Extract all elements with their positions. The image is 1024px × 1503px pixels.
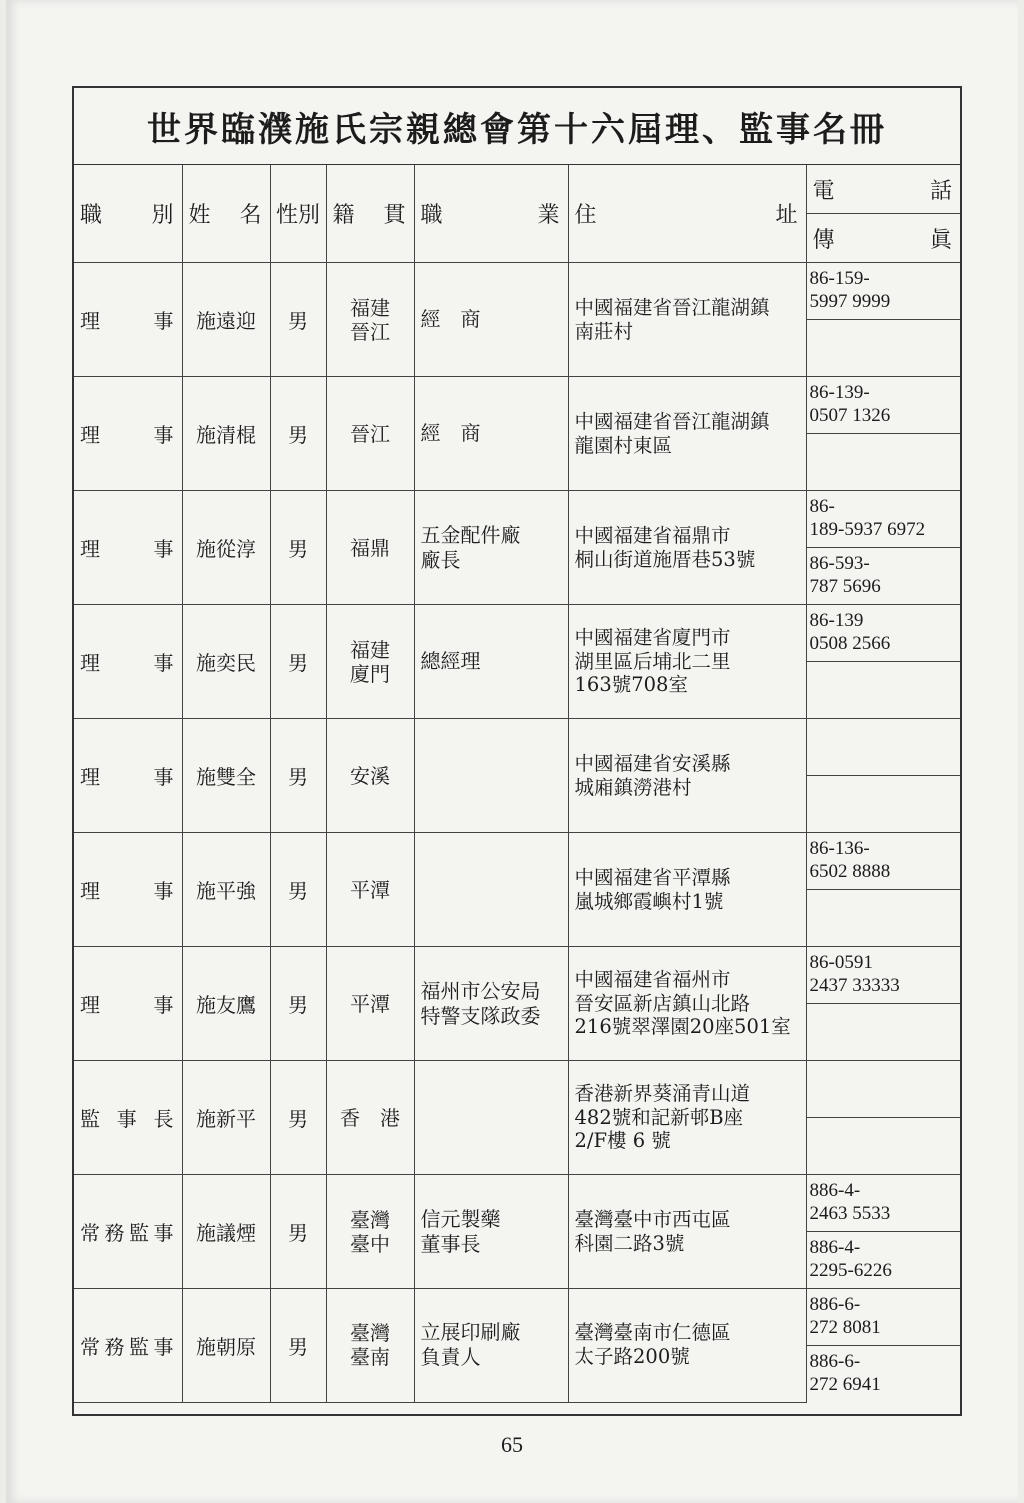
address-cell (568, 377, 806, 491)
role-text: 理 事 (80, 765, 174, 789)
member-row (74, 491, 960, 548)
text-line: 立展印刷廠 (420, 1320, 521, 1345)
gender-cell: 男 (270, 1061, 326, 1175)
text-line: 86-139 (809, 610, 864, 632)
text-line: 城廂鎮澇港村 (574, 775, 692, 799)
name-cell: 施議煙 (182, 1175, 270, 1289)
text-line: 臺灣 (350, 1321, 390, 1346)
role-text: 監 事 長 (80, 1107, 174, 1131)
header-name: 姓 名 (182, 165, 270, 263)
name-cell: 施遠迎 (182, 263, 270, 377)
text-line: 中國福建省晉江龍湖鎮 (574, 409, 770, 433)
occupation-cell (414, 377, 568, 491)
role-cell (74, 1175, 182, 1289)
phone-cell (806, 605, 960, 662)
role-text: 理 事 (80, 993, 174, 1017)
role-text: 理 事 (80, 423, 174, 447)
text-line: 信元製藥 (420, 1206, 501, 1231)
text-line: 臺灣臺中市西屯區 (574, 1207, 731, 1231)
text-line: 福州市公安局 (420, 978, 541, 1003)
text-line: 189-5937 6972 (809, 519, 926, 540)
member-row (74, 1061, 960, 1118)
occupation-cell (414, 719, 568, 833)
text-line: 湖里區后埔北二里 (574, 649, 731, 673)
role-text: 理 事 (80, 651, 174, 675)
origin-cell (326, 719, 414, 833)
origin-cell (326, 1289, 414, 1403)
fax-cell (806, 548, 960, 605)
text-line: 86-159- (809, 268, 870, 290)
text-line: 科園二路3號 (574, 1231, 685, 1255)
header-occupation: 職 業 (414, 165, 568, 263)
phone-cell (806, 263, 960, 320)
roster-table (74, 165, 960, 1403)
text-line: 廠長 (420, 547, 461, 572)
roster-title: 世界臨濮施氏宗親總會第十六屆理、監事名冊 (74, 88, 960, 165)
text-line: 經 商 (420, 421, 481, 445)
text-line: 經 商 (420, 307, 481, 331)
text-line: 2437 33333 (809, 975, 900, 996)
phone-cell (806, 833, 960, 890)
header-origin: 籍 貫 (326, 165, 414, 263)
phone-cell (806, 1175, 960, 1232)
text-line: 5997 9999 (809, 291, 891, 312)
gender-cell: 男 (270, 377, 326, 491)
text-line: 787 5696 (809, 576, 881, 597)
text-line: 163號708室 (574, 673, 688, 697)
occupation-cell (414, 947, 568, 1061)
origin-cell (326, 491, 414, 605)
text-line: 86- (809, 496, 835, 518)
text-line: 臺南 (350, 1345, 390, 1370)
name-cell: 施奕民 (182, 605, 270, 719)
role-cell (74, 263, 182, 377)
phone-cell (806, 719, 960, 776)
occupation-cell (414, 263, 568, 377)
text-line: 總經理 (420, 649, 481, 673)
text-line: 中國福建省安溪縣 (574, 751, 731, 775)
fax-cell (806, 1004, 960, 1061)
text-line: 272 6941 (809, 1374, 881, 1395)
text-line: 482號和記新邨B座 (574, 1105, 744, 1129)
text-line: 香 港 (340, 1105, 400, 1130)
page-number: 65 (501, 1432, 523, 1457)
text-line: 86-136- (809, 838, 870, 860)
text-line: 特警支隊政委 (420, 1003, 541, 1028)
text-line: 86-0591 (809, 952, 873, 974)
fax-cell (806, 1346, 960, 1403)
role-text: 常 務 監 事 (80, 1221, 174, 1245)
phone-cell (806, 377, 960, 434)
gender-cell: 男 (270, 263, 326, 377)
text-line: 福建 (350, 637, 390, 662)
address-cell (568, 605, 806, 719)
origin-cell (326, 833, 414, 947)
text-line: 中國福建省廈門市 (574, 625, 731, 649)
fax-cell (806, 320, 960, 377)
text-line: 太子路200號 (574, 1345, 690, 1369)
text-line: 0508 2566 (809, 633, 891, 654)
text-line: 216號翠澤園20座501室 (574, 1015, 791, 1039)
origin-cell (326, 377, 414, 491)
text-line: 五金配件廠 (420, 522, 521, 547)
name-cell: 施友鷹 (182, 947, 270, 1061)
origin-cell (326, 1061, 414, 1175)
document-page (6, 0, 1018, 1503)
text-line: 福建 (350, 295, 390, 320)
occupation-cell (414, 1175, 568, 1289)
name-cell: 施雙全 (182, 719, 270, 833)
address-cell (568, 1175, 806, 1289)
name-cell: 施朝原 (182, 1289, 270, 1403)
text-line: 晉安區新店鎮山北路 (574, 991, 751, 1015)
text-line: 桐山街道施厝巷53號 (574, 547, 756, 571)
text-line: 晉江 (350, 319, 390, 344)
phone-cell (806, 1289, 960, 1346)
text-line: 886-4- (809, 1237, 861, 1259)
text-line: 臺灣 (350, 1207, 390, 1232)
roster-frame (72, 86, 962, 1416)
phone-cell (806, 947, 960, 1004)
occupation-cell (414, 1289, 568, 1403)
name-cell: 施清棍 (182, 377, 270, 491)
text-line: 86-139- (809, 382, 870, 404)
occupation-cell (414, 491, 568, 605)
header-row (74, 165, 960, 214)
occupation-cell (414, 1061, 568, 1175)
text-line: 中國福建省福州市 (574, 967, 731, 991)
text-line: 272 8081 (809, 1317, 881, 1338)
header-phone: 電 話 (806, 165, 960, 214)
text-line: 臺中 (350, 1231, 390, 1256)
role-text: 理 事 (80, 879, 174, 903)
origin-cell (326, 1175, 414, 1289)
text-line: 龍園村東區 (574, 433, 673, 457)
fax-cell (806, 776, 960, 833)
member-row (74, 719, 960, 776)
address-cell (568, 1061, 806, 1175)
fax-cell (806, 1232, 960, 1289)
text-line: 2/F樓 6 號 (574, 1129, 671, 1153)
text-line: 2295-6226 (809, 1260, 892, 1281)
address-cell (568, 1289, 806, 1403)
text-line: 福鼎 (350, 535, 390, 560)
origin-cell (326, 947, 414, 1061)
address-cell (568, 947, 806, 1061)
role-cell (74, 947, 182, 1061)
text-line: 負責人 (420, 1345, 481, 1370)
text-line: 886-6- (809, 1351, 861, 1373)
gender-cell: 男 (270, 1289, 326, 1403)
address-cell (568, 263, 806, 377)
member-row (74, 377, 960, 434)
text-line: 86-593- (809, 553, 870, 575)
text-line: 晉江 (350, 421, 390, 446)
fax-cell (806, 890, 960, 947)
role-cell (74, 377, 182, 491)
name-cell: 施新平 (182, 1061, 270, 1175)
gender-cell: 男 (270, 719, 326, 833)
role-cell (74, 1289, 182, 1403)
text-line: 2463 5533 (809, 1203, 891, 1224)
address-cell (568, 833, 806, 947)
gender-cell: 男 (270, 605, 326, 719)
fax-cell (806, 1118, 960, 1175)
address-cell (568, 491, 806, 605)
member-row (74, 1175, 960, 1232)
text-line: 886-6- (809, 1294, 861, 1316)
origin-cell (326, 263, 414, 377)
member-row (74, 605, 960, 662)
fax-cell (806, 434, 960, 491)
member-row (74, 263, 960, 320)
role-cell (74, 719, 182, 833)
text-line: 廈門 (350, 661, 390, 686)
text-line: 6502 8888 (809, 861, 891, 882)
member-row (74, 1289, 960, 1346)
text-line: 嵐城鄉霞嶼村1號 (574, 889, 724, 913)
occupation-cell (414, 605, 568, 719)
name-cell: 施從淳 (182, 491, 270, 605)
phone-cell (806, 1061, 960, 1118)
name-cell: 施平強 (182, 833, 270, 947)
header-role: 職 別 (74, 165, 182, 263)
fax-cell (806, 662, 960, 719)
member-row (74, 833, 960, 890)
text-line: 香港新界葵涌青山道 (574, 1081, 751, 1105)
phone-cell (806, 491, 960, 548)
gender-cell: 男 (270, 947, 326, 1061)
address-cell (568, 719, 806, 833)
text-line: 0507 1326 (809, 405, 891, 426)
occupation-cell (414, 833, 568, 947)
role-text: 理 事 (80, 309, 174, 333)
text-line: 董事長 (420, 1231, 481, 1256)
role-cell (74, 605, 182, 719)
text-line: 平潭 (350, 991, 390, 1016)
text-line: 中國福建省平潭縣 (574, 865, 731, 889)
text-line: 中國福建省晉江龍湖鎮 (574, 295, 770, 319)
gender-cell: 男 (270, 833, 326, 947)
member-row (74, 947, 960, 1004)
text-line: 南莊村 (574, 319, 634, 343)
header-gender: 性別 (270, 165, 326, 263)
gender-cell: 男 (270, 1175, 326, 1289)
role-text: 常 務 監 事 (80, 1334, 174, 1359)
role-cell (74, 1061, 182, 1175)
role-cell (74, 833, 182, 947)
role-text: 理 事 (80, 537, 174, 561)
text-line: 886-4- (809, 1180, 861, 1202)
gender-cell: 男 (270, 491, 326, 605)
text-line: 中國福建省福鼎市 (574, 523, 731, 547)
origin-cell (326, 605, 414, 719)
text-line: 臺灣臺南市仁德區 (574, 1321, 731, 1345)
header-fax: 傳 眞 (806, 214, 960, 263)
text-line: 平潭 (350, 877, 390, 902)
header-address: 住 址 (568, 165, 806, 263)
text-line: 安溪 (350, 763, 390, 788)
role-cell (74, 491, 182, 605)
